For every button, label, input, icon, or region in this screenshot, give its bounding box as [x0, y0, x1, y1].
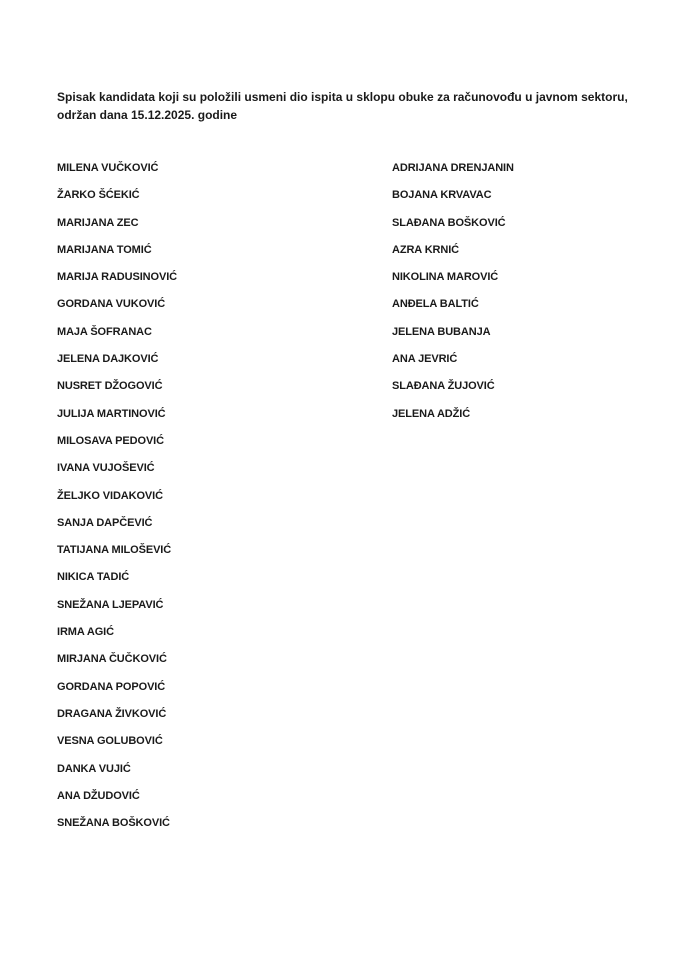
candidate-name: SNEŽANA LJEPAVIĆ — [57, 598, 164, 611]
candidate-name: GORDANA POPOVIĆ — [57, 680, 166, 693]
candidate-name: NUSRET DŽOGOVIĆ — [57, 380, 163, 393]
candidate-name: TATIJANA MILOŠEVIĆ — [57, 544, 172, 557]
candidate-name: MILOSAVA PEDOVIĆ — [57, 434, 164, 447]
candidate-name: IRMA AGIĆ — [57, 626, 114, 639]
candidate-name: ŽELJKO VIDAKOVIĆ — [57, 489, 163, 502]
candidate-name: IVANA VUJOŠEVIĆ — [57, 462, 155, 475]
candidate-name: SANJA DAPČEVIĆ — [57, 516, 153, 529]
candidate-name: SLAĐANA BOŠKOVIĆ — [392, 216, 506, 229]
candidate-name: JELENA ADŽIĆ — [392, 407, 471, 420]
candidate-name: MAJA ŠOFRANAC — [57, 325, 152, 338]
candidate-name: JELENA DAJKOVIĆ — [57, 353, 159, 366]
candidate-name: SLAĐANA ŽUJOVIĆ — [392, 380, 495, 393]
document-title-line-1: Spisak kandidata koji su položili usmeni dio ispita u sklopu obuke za računovođu u javnom sektoru, — [57, 90, 628, 104]
candidate-name: MARIJA RADUSINOVIĆ — [57, 271, 178, 284]
candidate-name: ADRIJANA DRENJANIN — [392, 162, 514, 174]
candidate-name: DANKA VUJIĆ — [57, 762, 131, 775]
candidate-list-right — [392, 161, 514, 434]
candidate-name: JELENA BUBANJA — [392, 325, 491, 338]
candidate-list-left — [57, 161, 177, 843]
candidate-name: DRAGANA ŽIVKOVIĆ — [57, 707, 167, 720]
candidate-name: ŽARKO ŠĆEKIĆ — [57, 189, 140, 202]
candidate-name: ANĐELA BALTIĆ — [392, 298, 479, 311]
document-title — [57, 88, 637, 124]
candidate-name: MARIJANA TOMIĆ — [57, 243, 152, 256]
candidate-name: SNEŽANA BOŠKOVIĆ — [57, 817, 170, 830]
candidate-name: MILENA VUČKOVIĆ — [57, 162, 159, 174]
candidate-name: JULIJA MARTINOVIĆ — [57, 407, 166, 420]
candidate-name: BOJANA KRVAVAC — [392, 189, 492, 202]
candidate-name: NIKOLINA MAROVIĆ — [392, 271, 499, 284]
candidate-name: MARIJANA ZEC — [57, 216, 139, 229]
candidate-name: MIRJANA ČUČKOVIĆ — [57, 653, 167, 666]
candidate-name: ANA JEVRIĆ — [392, 353, 458, 366]
candidate-name: VESNA GOLUBOVIĆ — [57, 735, 163, 748]
candidate-name: NIKICA TADIĆ — [57, 571, 130, 584]
candidate-name: ANA DŽUDOVIĆ — [57, 789, 140, 802]
document-title-line-2: održan dana 15.12.2025. godine — [57, 108, 238, 122]
candidate-name: GORDANA VUKOVIĆ — [57, 298, 166, 311]
candidate-name: AZRA KRNIĆ — [392, 243, 460, 256]
